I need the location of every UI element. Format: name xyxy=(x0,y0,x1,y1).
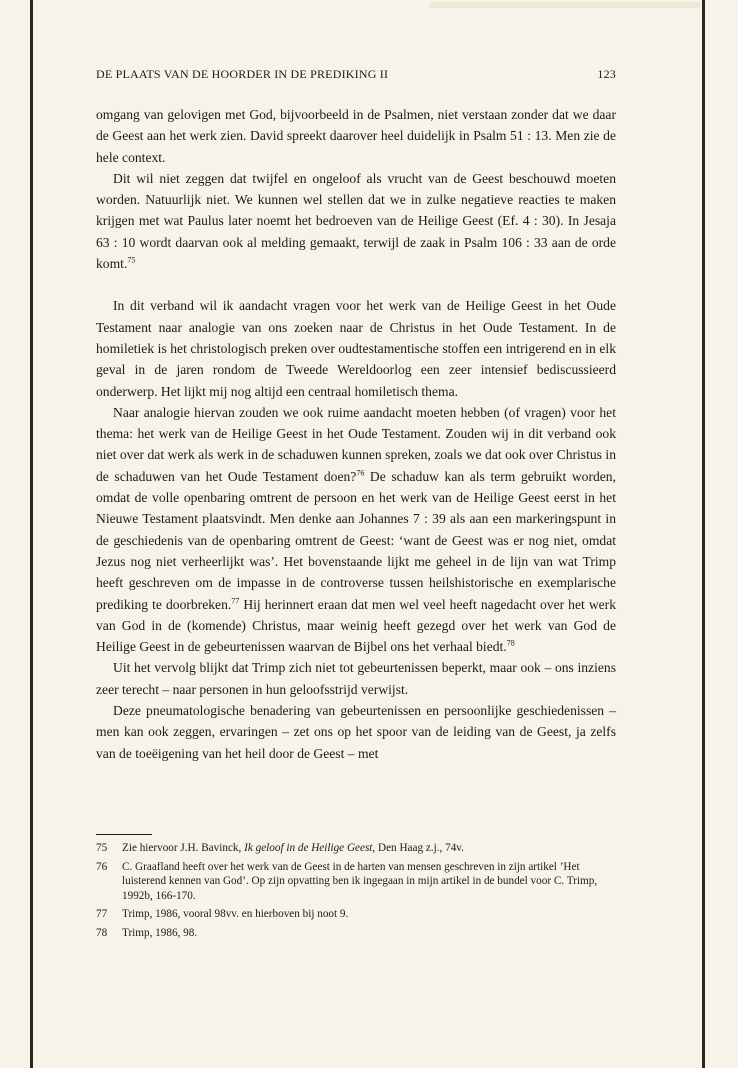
footnote-book-title: Ik geloof in de Heilige Geest xyxy=(244,842,373,854)
paragraph-6: Deze pneumatologische benadering van gebeurtenissen en persoonlijke geschiedenissen – men kan ook zeggen, ervaringen – zet ons op het spoor van de leiding van de Geest, ja zelfs van de toeëigening van het heil door de Geest – met xyxy=(96,703,616,761)
footnote-number: 77 xyxy=(96,908,108,921)
footnote-text: Trimp, 1986, 98. xyxy=(122,926,198,939)
paragraph-2-text: Dit wil niet zeggen dat twijfel en ongeloof als vrucht van de Geest beschouwd moeten worden. Natuurlijk niet. We kunnen wel stellen dat we in zulke negatieve reacties te maken krijgen met wat Paulus later noemt het bedroeven van de Heilige Geest (Ef. 4 : 30). In Jesaja 63 : 10 wordt daarvan ook al melding gemaakt, terwijl de zaak in Psalm 106 : 33 aan de orde komt. xyxy=(96,170,616,272)
paragraph-2 xyxy=(96,168,616,274)
paragraph-5: Uit het vervolg blijkt dat Trimp zich niet tot gebeurtenissen beperkt, maar ook – ons inziens zeer terecht – naar personen in hun geloofsstrijd verwijst. xyxy=(96,660,616,697)
footnote-number: 76 xyxy=(96,860,108,873)
paragraph-4-text-a: Naar analogie hiervan zouden we ook ruime aandacht moeten hebben (of vragen) voor het thema: het werk van de Heilige Geest in het Oude Testament. Zouden wij in dit verband ook niet over dat werk als werk in de schaduwen kunnen spreken, zoals we dat ook over Christus in de schaduwen van het Oude Testament doen? xyxy=(96,404,616,484)
body-text xyxy=(96,104,616,764)
footnote-76 xyxy=(96,860,616,904)
running-title: DE PLAATS VAN DE HOORDER IN DE PREDIKING II xyxy=(96,67,389,81)
footnote-ref-77[interactable]: 77 xyxy=(231,596,240,605)
footnote-text: C. Graafland heeft over het werk van de Geest in de harten van mensen geschreven in zijn artikel ’Het luisterend kennen van God’. Op zijn opvatting ben ik ingegaan in mijn artikel in de bundel voor C. Trimp, 1992b, 166-170. xyxy=(122,860,598,902)
footnote-rule xyxy=(96,834,152,835)
scan-top-bleed xyxy=(430,2,700,8)
footnotes xyxy=(96,841,616,945)
paragraph-4 xyxy=(96,402,616,658)
footnote-text xyxy=(122,841,616,856)
paragraph-1: omgang van gelovigen met God, bijvoorbeeld in de Psalmen, niet verstaan zonder dat we daar de Geest aan het werk zien. David spreekt daarover heel duidelijk in Psalm 51 : 13. Men zie de hele context. xyxy=(96,107,616,165)
footnote-number: 78 xyxy=(96,926,108,939)
footnote-number: 75 xyxy=(96,842,108,854)
scan-left-edge xyxy=(30,0,33,1068)
footnote-text-after: , Den Haag z.j., 74v. xyxy=(372,842,464,854)
scan-right-edge xyxy=(702,0,705,1068)
footnote-text-before: Zie hiervoor J.H. Bavinck, xyxy=(122,842,245,854)
page-number: 123 xyxy=(597,67,616,81)
footnote-78 xyxy=(96,926,616,941)
footnote-77 xyxy=(96,907,616,922)
footnote-ref-75[interactable]: 75 xyxy=(127,255,136,265)
footnote-75 xyxy=(96,841,616,856)
paragraph-3: In dit verband wil ik aandacht vragen voor het werk van de Heilige Geest in het Oude Testament naar analogie van ons zoeken naar de Christus in het Oude Testament. In de homiletiek is het christologisch preken over oudtestamentische stoffen een intrigerend en in elk geval in de jaren rondom de Tweede Wereldoorlog een zeer intensief bediscussieerd onderwerp. Het lijkt mij nog altijd een centraal homiletisch thema. xyxy=(96,298,616,399)
paragraph-4-text-c: Hij herinnert eraan dat men wel veel heeft nagedacht over het werk van God in de (komende) Christus, maar weinig heeft gezegd over het werk van God de Heilige Geest in de gebeurtenissen waarvan de Bijbel ons het verhaal biedt. xyxy=(96,596,616,655)
paragraph-4-text-b: De schaduw kan als term gebruikt worden, omdat de volle openbaring omtrent de persoon en het werk van de Heilige Geest eerst in het Nieuwe Testament plaatsvindt. Men denke aan Johannes 7 : 39 als aan een markeringspunt in de geschiedenis van de openbaring omtrent de Geest: ‘want de Geest was er nog niet, omdat Jezus nog niet verheerlijkt was’. Het bovenstaande lijkt me geheel in de lijn van wat Trimp heeft geschreven om de impasse in de controverse tussen heilshistorische en exemplarische prediking te doorbreken. xyxy=(96,468,617,612)
footnote-ref-78[interactable]: 78 xyxy=(506,638,515,648)
footnote-text: Trimp, 1986, vooral 98vv. en hierboven bij noot 9. xyxy=(122,908,349,921)
footnote-ref-76[interactable]: 76 xyxy=(356,468,365,478)
